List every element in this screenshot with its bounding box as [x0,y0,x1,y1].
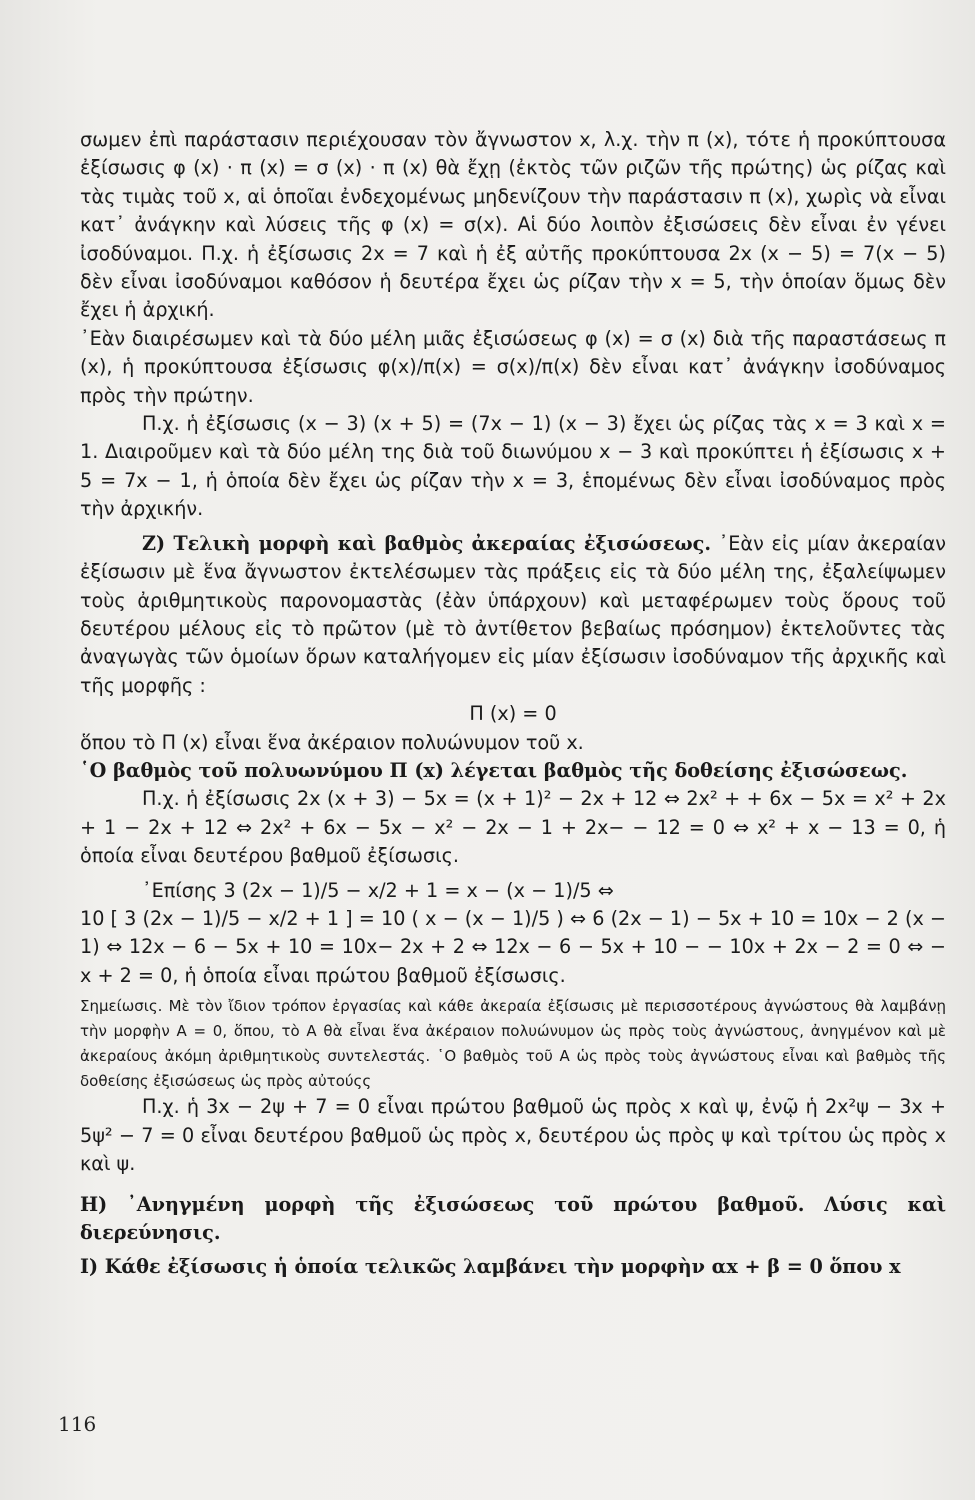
paragraph-division-remark: ᾽Εὰν διαιρέσωμεν καὶ τὰ δύο μέλη μιᾶς ἐξισώσεως φ (x) = σ (x) διὰ τῆς παραστάσεως π (x), ἡ προκύπτουσα ἐξίσωσις φ(x)/π(x) = σ(x)/π(x) δὲν εἶναι κατ᾽ ἀνάγκην ἰσοδύναμος πρὸς τὴν πρώτην. [80,326,946,407]
paragraph-section-z [80,530,946,700]
paragraph-polynomial-note: ὅπου τὸ Π (x) εἶναι ἕνα ἀκέραιον πολυώνυμον τοῦ x. [80,730,584,754]
section-heading-h: Η) ᾽Ανηγμένη μορφὴ τῆς ἐξισώσεως τοῦ πρώτου βαθμοῦ. Λύσις καὶ διερεύνησις. [80,1192,946,1244]
section-heading-i: Ι) Κάθε ἐξίσωσις ἡ ὁποία τελικῶς λαμβάνει τὴν μορφὴν αx + β = 0 ὅπου x [80,1255,901,1279]
canonical-form-equation: Π (x) = 0 [469,702,557,726]
page-text [80,126,946,1282]
page-number: 116 [58,1412,97,1436]
paragraph-multivariable-example: Π.χ. ἡ 3x − 2ψ + 7 = 0 εἶναι πρώτου βαθμοῦ ὡς πρὸς x καὶ ψ, ἐνῷ ἡ 2x²ψ − 3x + 5ψ² − 7 = 0 εἶναι δευτέρου βαθμοῦ ὡς πρὸς x, δευτέρου ὡς πρὸς ψ καὶ τρίτου ὡς πρὸς x καὶ ψ. [80,1095,946,1176]
fraction-example-equation: ᾽Επίσης 3 (2x − 1)/5 − x/2 + 1 = x − (x − 1)/5 ⇔ [142,878,614,902]
fraction-example-solution: 10 [ 3 (2x − 1)/5 − x/2 + 1 ] = 10 ( x − (x − 1)/5 ) ⇔ 6 (2x − 1) − 5x + 10 = 10x − 2 (x − 1) ⇔ 12x − 6 − 5x + 10 = 10x− 2x + 2 ⇔ 12x − 6 − 5x + 10 − − 10x + 2x − 2 = 0 ⇔ − x + 2 = 0, ἡ ὁποία εἶναι πρώτου βαθμοῦ ἐξίσωσις. [80,906,946,987]
degree-definition: ῾Ο βαθμὸς τοῦ πολυωνύμου Π (x) λέγεται βαθμὸς τῆς δοθείσης ἐξισώσεως. [80,758,908,782]
note-paragraph: Σημείωσις. Μὲ τὸν ἴδιον τρόπον ἐργασίας καὶ κάθε ἀκεραία ἐξίσωσις μὲ περισσοτέρους ἀγνώστους θὰ λαμβάνῃ τὴν μορφὴν Α = 0, ὅπου, τὸ Α θὰ εἶναι ἕνα ἀκέραιον πολυώνυμον ὡς πρὸς τοὺς ἀγνώστους, ἀνηγμένον καὶ μὲ ἀκεραίους ἀκόμη ἀριθμητικοὺς συντελεστάς. ῾Ο βαθμὸς τοῦ Α ὡς πρὸς τοὺς ἀγνώστους εἶναι καὶ βαθμὸς τῆς δοθείσης ἐξισώσεως ὡς πρὸς αὐτούςς [80,997,946,1090]
section-z-body: ᾽Εὰν εἰς μίαν ἀκεραίαν ἐξίσωσιν μὲ ἕνα ἄγνωστον ἐκτελέσωμεν τὰς πράξεις εἰς τὰ δύο μέλη της, ἐξαλείψωμεν τοὺς ἀριθμητικοὺς παρονομαστὰς (ἐὰν ὑπάρχουν) καὶ μεταφέρωμεν τοὺς ὅρους τοῦ δευτέρου μέλους εἰς τὸ πρῶτον (μὲ τὸ ἀντίθετον βεβαίως πρόσημον) ἐκτελοῦντες τὰς ἀναγωγὰς τῶν ὁμοίων ὅρων καταλήγομεν εἰς μίαν ἐξίσωσιν ἰσοδύναμον τῆς ἀρχικῆς καὶ τῆς μορφῆς : [80,531,946,697]
section-heading-z: Ζ) Τελικὴ μορφὴ καὶ βαθμὸς ἀκεραίας ἐξισώσεως. [142,531,712,555]
paragraph-division-example: Π.χ. ἡ ἐξίσωσις (x − 3) (x + 5) = (7x − 1) (x − 3) ἔχει ὡς ρίζας τὰς x = 3 καὶ x = 1. Διαιροῦμεν καὶ τὰ δύο μέλη της διὰ τοῦ διωνύμου x − 3 καὶ προκύπτει ἡ ἐξίσωσις x + 5 = 7x − 1, ἡ ὁποία δὲν ἔχει ὡς ρίζαν τὴν x = 3, ἑπομένως δὲν εἶναι ἰσοδύναμος πρὸς τὴν ἀρχικήν. [80,412,946,521]
paragraph-degree-example: Π.χ. ἡ ἐξίσωσις 2x (x + 3) − 5x = (x + 1)² − 2x + 12 ⇔ 2x² + + 6x − 5x = x² + 2x + 1 − 2x + 12 ⇔ 2x² + 6x − 5x − x² − 2x − 1 + 2x− − 12 = 0 ⇔ x² + x − 13 = 0, ἡ ὁποία εἶναι δευτέρου βαθμοῦ ἐξίσωσις. [80,787,946,868]
paragraph-equivalence-multiplication: σωμεν ἐπὶ παράστασιν περιέχουσαν τὸν ἄγνωστον x, λ.χ. τὴν π (x), τότε ἡ προκύπτουσα ἐξίσωσις φ (x) · π (x) = σ (x) · π (x) θὰ ἔχῃ (ἐκτὸς τῶν ριζῶν τῆς πρώτης) ὡς ρίζας καὶ τὰς τιμὰς τοῦ x, αἱ ὁποῖαι ἐνδεχομένως μηδενίζουν τὴν παράστασιν π (x), χωρὶς νὰ εἶναι κατ᾽ ἀνάγκην καὶ λύσεις τῆς φ (x) = σ(x). Αἱ δύο λοιπὸν ἐξισώσεις δὲν εἶναι ἐν γένει ἰσοδύναμοι. Π.χ. ἡ ἐξίσωσις 2x = 7 καὶ ἡ ἐξ αὐτῆς προκύπτουσα 2x (x − 5) = 7(x − 5) δὲν εἶναι ἰσοδύναμοι καθόσον ἡ δευτέρα ἔχει ὡς ρίζαν τὴν x = 5, τὴν ὁποίαν ὅμως δὲν ἔχει ἡ ἀρχική. [80,128,946,322]
